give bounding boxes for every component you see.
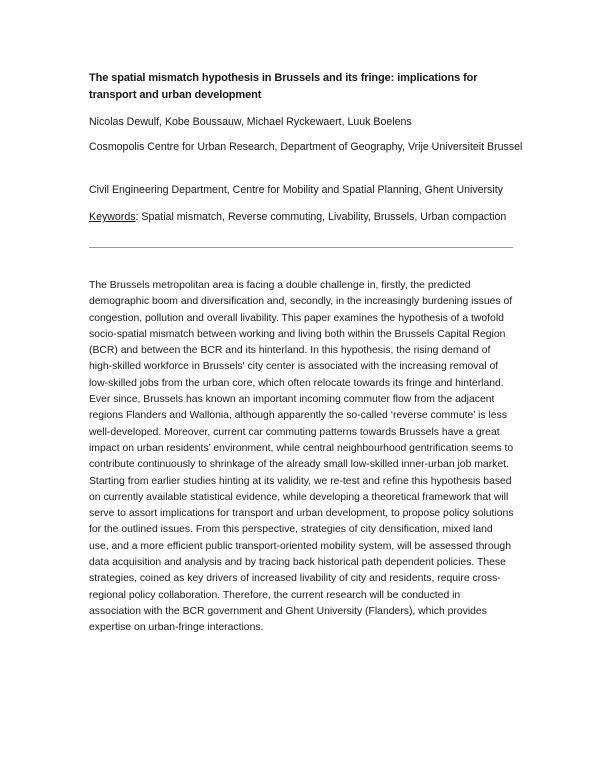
keywords-label: Keywords [89, 211, 136, 223]
paper-title: The spatial mismatch hypothesis in Brussels and its fringe: implications for transport and urban development [89, 72, 478, 101]
paper-authors: Nicolas Dewulf, Kobe Boussauw, Michael Ryckewaert, Luuk Boelens [89, 116, 412, 128]
keywords-line [89, 209, 529, 225]
horizontal-rule [89, 247, 513, 248]
abstract-paragraph: The Brussels metropolitan area is facing a double challenge in, firstly, the predicted demographic boom and diversification and, secondly, in the increasingly burdening issues of congestion, pollution and overall livability. This paper examines the hypothesis of a twofold socio-spatial mismatch between working and living both within the Brussels Capital Region (BCR) and between the BCR and its hinterland. In this hypothesis, the rising demand of high-skilled workforce in Brussels' city center is associated with the increasing removal of low-skilled jobs from the urban core, which often relocate towards its fringe and hinterland. Ever since, Brussels has known an important incoming commuter flow from the adjacent regions Flanders and Wallonia, although apparently the so-called ‘reverse commute’ is less well-developed. Moreover, current car commuting patterns towards Brussels have a great impact on urban residents’ environment, while central neighbourhood gentrification seems to contribute continuously to shrinkage of the already small low-skilled inner-urban job market. Starting from earlier studies hinting at its validity, we re-test and refine this hypothesis based on currently available statistical evidence, while developing a theoretical framework that will serve to assort implications for transport and urban development, to propose policy solutions for the outlined issues. From this perspective, strategies of city densification, mixed land use, and a more efficient public transport-oriented mobility system, will be assessed through data acquisition and analysis and by tracing back historical path dependent policies. These strategies, coined as key drivers of increased livability of city and residents, require cross-regional policy collaboration. Therefore, the current research will be conducted in association with the BCR government and Ghent University (Flanders), which provides expertise on urban-fringe interactions. [89, 280, 514, 634]
affiliation-2: Civil Engineering Department, Centre for Mobility and Spatial Planning, Ghent University [89, 184, 503, 196]
keywords-text: : Spatial mismatch, Reverse commuting, Livability, Brussels, Urban compaction [135, 211, 507, 223]
affiliation-1: Cosmopolis Centre for Urban Research, Department of Geography, Vrije Universiteit Brussel [89, 141, 523, 153]
